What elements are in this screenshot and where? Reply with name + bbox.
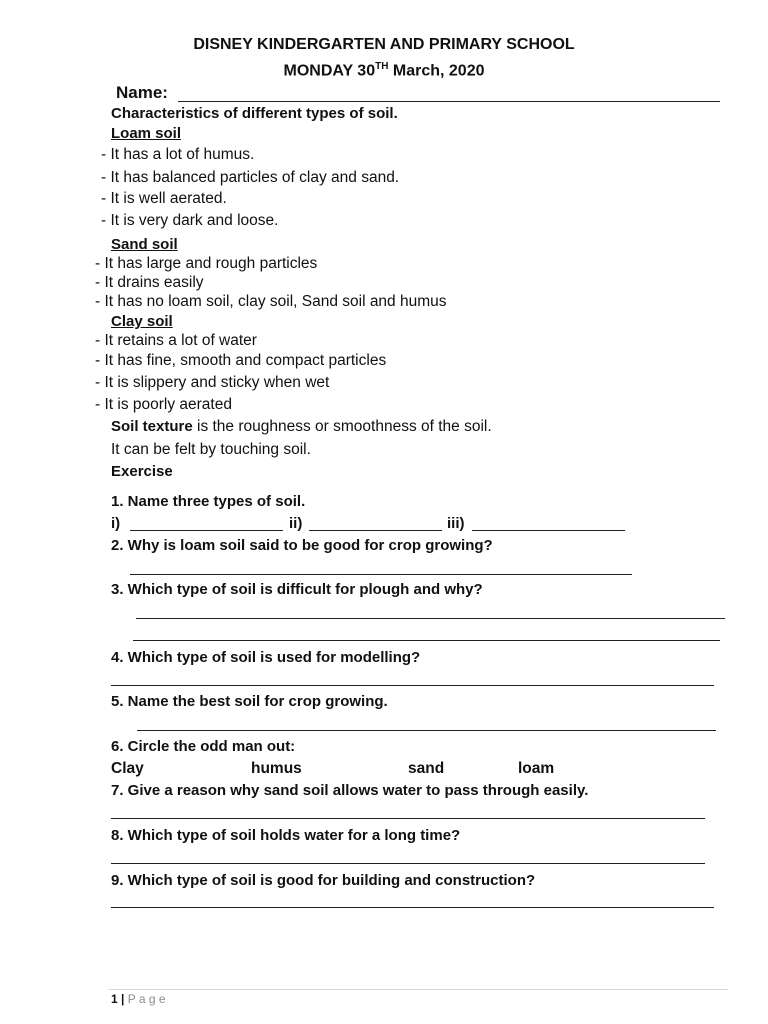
sand-heading: Sand soil (111, 236, 178, 253)
page-number: 1 (111, 992, 118, 1006)
name-line[interactable] (178, 101, 720, 102)
q6-option-clay[interactable]: Clay (111, 760, 144, 777)
school-name: DISNEY KINDERGARTEN AND PRIMARY SCHOOL (193, 36, 575, 53)
q6-option-loam[interactable]: loam (518, 760, 555, 777)
q1-answer-line-ii[interactable] (309, 530, 442, 531)
footer-divider (108, 989, 728, 990)
worksheet-date (0, 61, 768, 80)
notes-title: Characteristics of different types of soil. (111, 105, 398, 122)
soil-texture-definition (111, 418, 492, 436)
soil-texture-extra: It can be felt by touching soil. (111, 441, 311, 458)
q8-answer-line[interactable] (111, 863, 705, 864)
date-sup: TH (375, 61, 389, 72)
q1-label-iii: iii) (447, 515, 465, 532)
soil-texture-term: Soil texture (111, 418, 193, 435)
question-5: 5. Name the best soil for crop growing. (111, 693, 388, 710)
page-word: P a g e (127, 992, 166, 1006)
question-3: 3. Which type of soil is difficult for plough and why? (111, 581, 483, 598)
q6-option-sand[interactable]: sand (408, 760, 445, 777)
page-separator: | (121, 992, 125, 1006)
clay-item-4: - It is poorly aerated (95, 396, 232, 413)
question-2: 2. Why is loam soil said to be good for crop growing? (111, 537, 493, 554)
q9-answer-line[interactable] (111, 907, 714, 908)
q5-answer-line[interactable] (137, 730, 716, 731)
question-8: 8. Which type of soil holds water for a long time? (111, 827, 461, 844)
clay-item-1: - It retains a lot of water (95, 332, 257, 349)
q2-answer-line[interactable] (130, 574, 632, 575)
clay-item-2: - It has fine, smooth and compact particles (95, 352, 387, 369)
q4-answer-line[interactable] (111, 685, 714, 686)
loam-item-1: - It has a lot of humus. (101, 146, 255, 163)
question-4: 4. Which type of soil is used for modelling? (111, 649, 421, 666)
loam-heading: Loam soil (111, 125, 182, 142)
q1-label-i: i) (111, 515, 121, 532)
date-prefix: MONDAY 30 (283, 62, 376, 80)
q6-option-humus[interactable]: humus (251, 760, 302, 777)
name-label: Name: (116, 83, 168, 102)
clay-item-3: - It is slippery and sticky when wet (95, 374, 330, 391)
q3-answer-line-1[interactable] (136, 618, 725, 619)
sand-item-1: - It has large and rough particles (95, 255, 318, 272)
soil-texture-text: is the roughness or smoothness of the soil. (192, 418, 492, 435)
loam-item-2: - It has balanced particles of clay and sand. (101, 169, 400, 186)
question-1: 1. Name three types of soil. (111, 493, 306, 510)
question-9: 9. Which type of soil is good for building and construction? (111, 872, 536, 889)
page-footer (111, 992, 166, 1006)
question-7: 7. Give a reason why sand soil allows water to pass through easily. (111, 782, 589, 799)
question-6: 6. Circle the odd man out: (111, 738, 296, 755)
sand-item-2: - It drains easily (95, 274, 204, 291)
q1-answer-line-iii[interactable] (472, 530, 625, 531)
exercise-heading: Exercise (111, 463, 173, 480)
q3-answer-line-2[interactable] (133, 640, 720, 641)
date-suffix: March, 2020 (388, 62, 485, 80)
q1-answer-line-i[interactable] (130, 530, 283, 531)
sand-item-3: - It has no loam soil, clay soil, Sand soil and humus (95, 293, 447, 310)
q7-answer-line[interactable] (111, 818, 705, 819)
clay-heading: Clay soil (111, 313, 173, 330)
q1-label-ii: ii) (289, 515, 303, 532)
loam-item-3: - It is well aerated. (101, 190, 227, 207)
loam-item-4: - It is very dark and loose. (101, 212, 279, 229)
